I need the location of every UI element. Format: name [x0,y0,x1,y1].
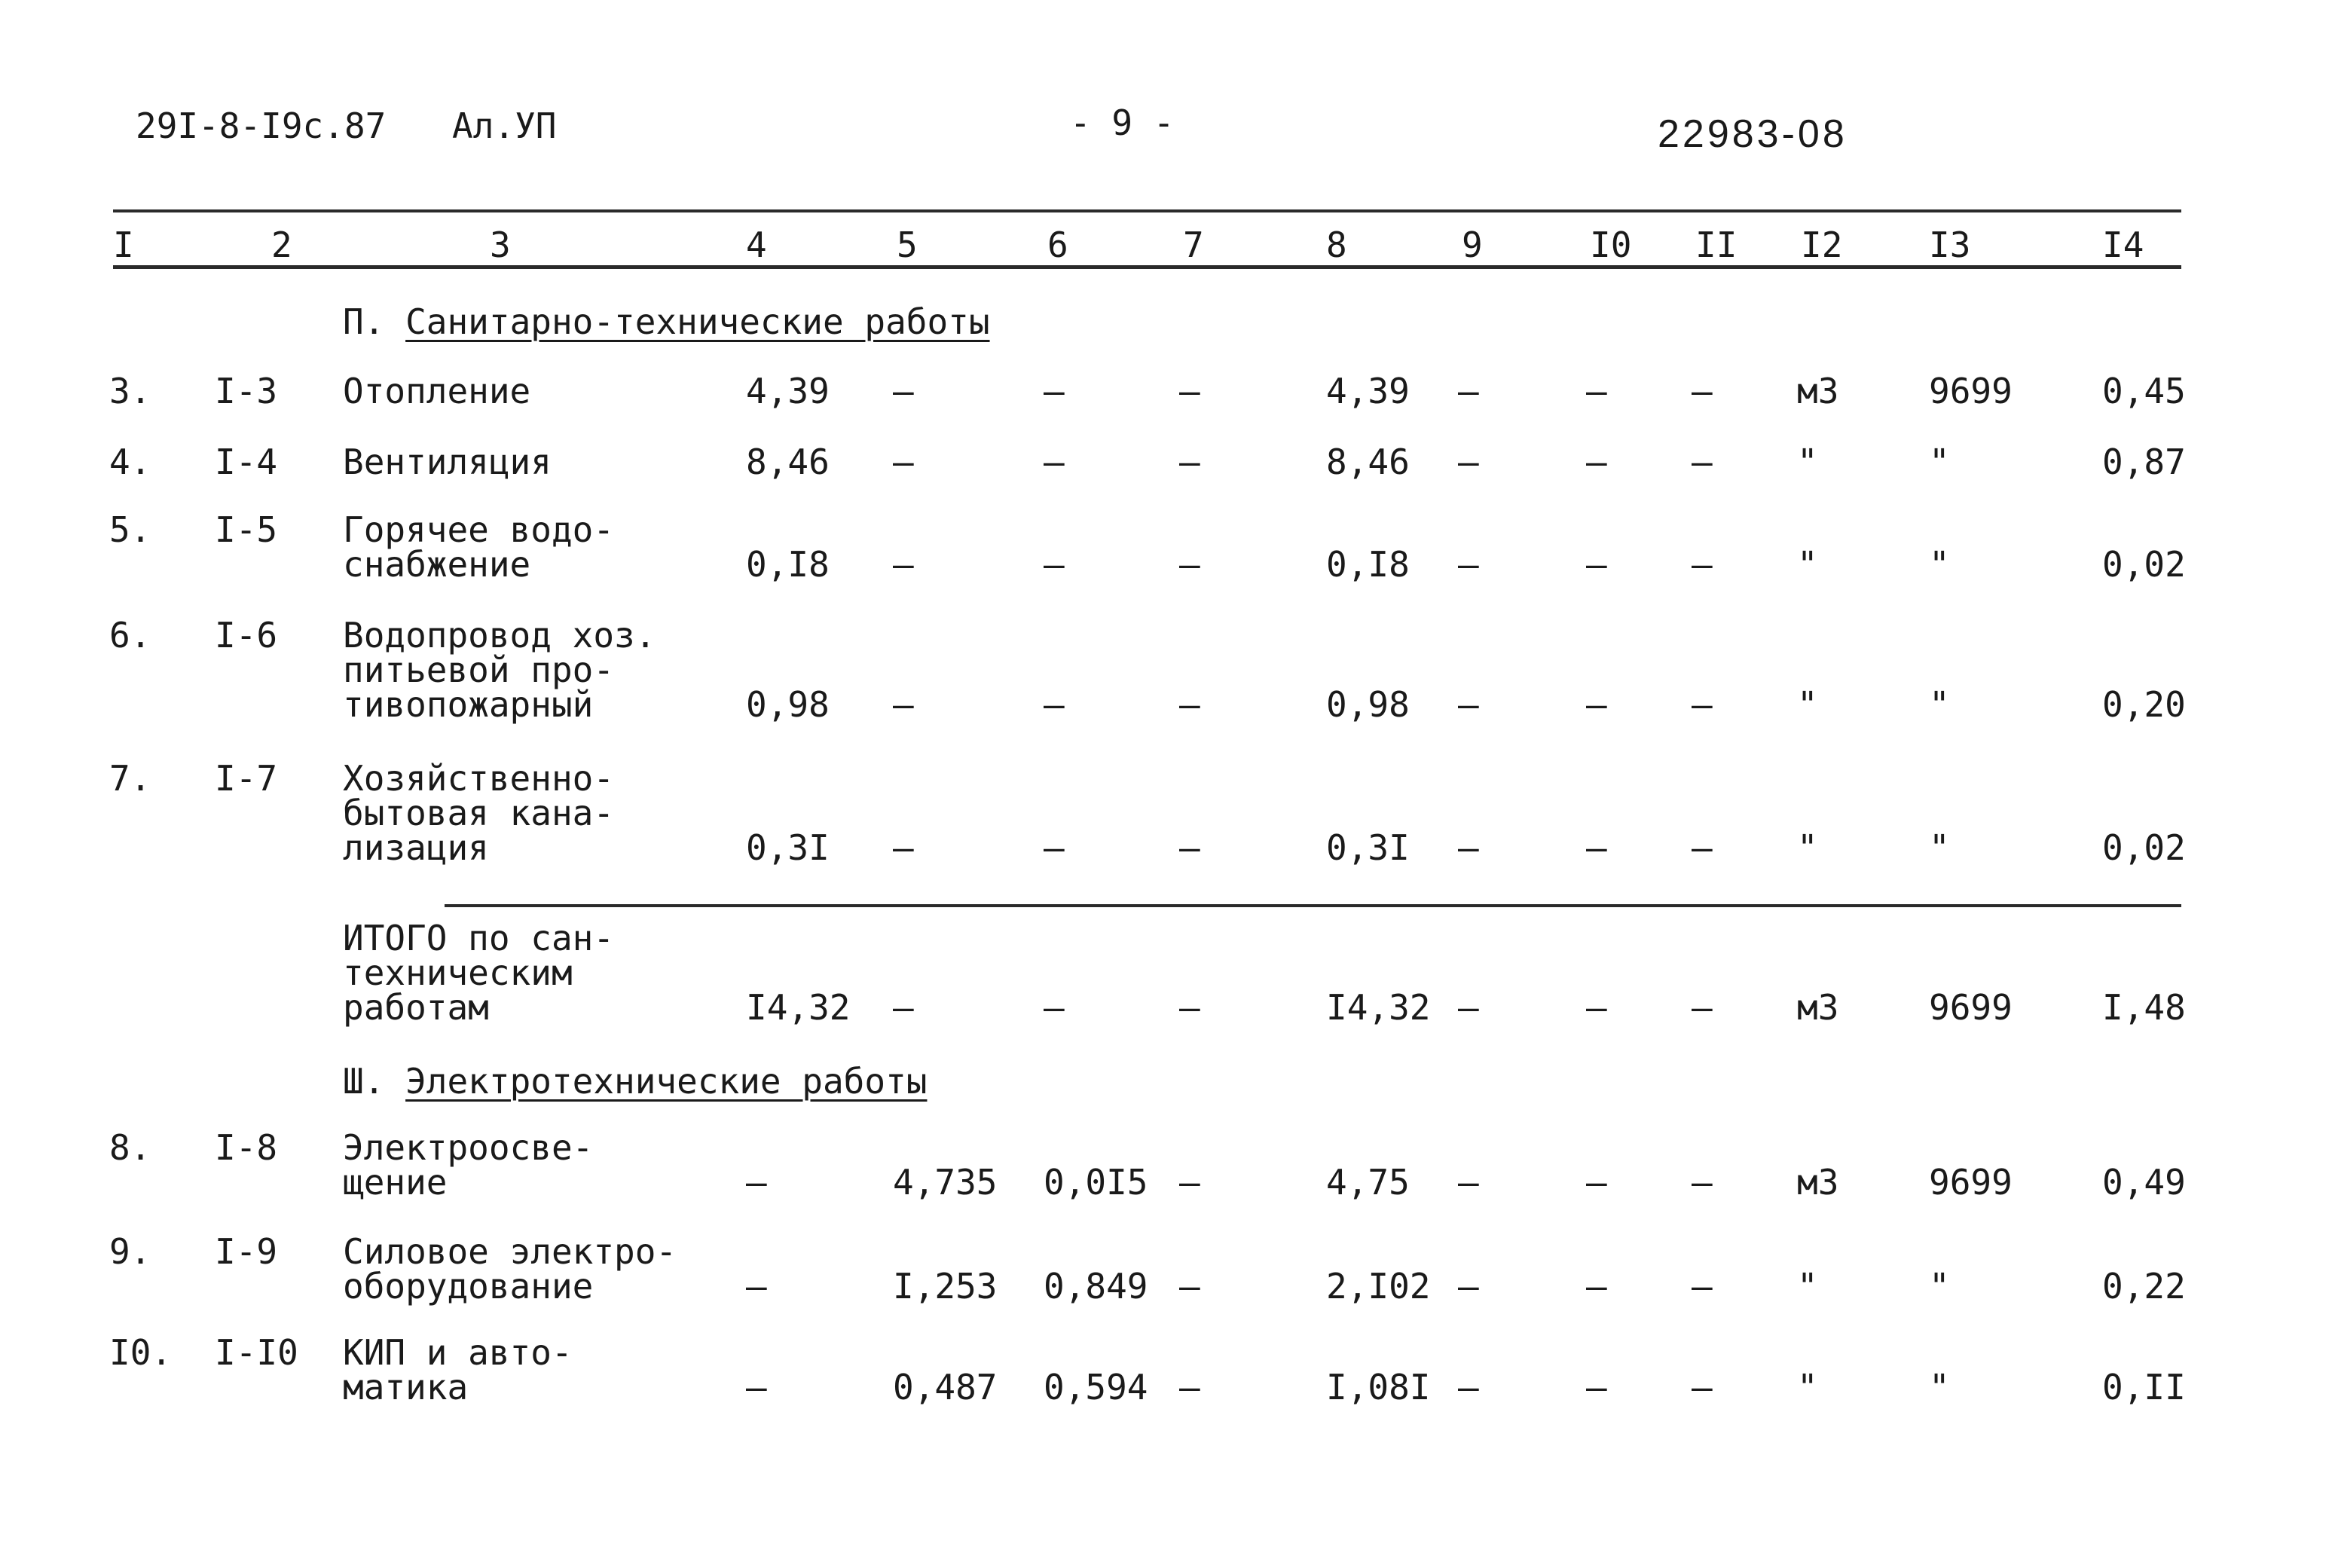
cell-col-7: – [1179,1367,1200,1408]
total-col-12: м3 [1797,987,1839,1028]
cell-col-11: – [1692,1162,1713,1203]
cell-col-13: " [1929,544,1950,585]
cell-col-9: – [1458,442,1479,482]
cell-col-9: – [1458,1266,1479,1307]
row-description: Вентиляция [343,442,552,482]
row-number: 8. [109,1127,151,1168]
column-number-10: I0 [1590,225,1632,265]
total-col-5: – [893,987,914,1028]
cell-col-4: 4,39 [746,371,830,411]
cell-col-5: 0,487 [893,1367,998,1408]
cell-col-10: – [1586,827,1607,868]
column-number-14: I4 [2102,225,2144,265]
cell-col-9: – [1458,827,1479,868]
cell-col-6: – [1044,442,1065,482]
cell-col-9: – [1458,371,1479,411]
column-number-8: 8 [1326,225,1347,265]
cell-col-6: – [1044,827,1065,868]
column-number-7: 7 [1183,225,1204,265]
row-description: Водопровод хоз. питьевой про- тивопожарный [343,615,656,725]
cell-col-8: 8,46 [1326,442,1410,482]
cell-col-6: – [1044,684,1065,725]
total-col-4: I4,32 [746,987,851,1028]
cell-col-11: – [1692,371,1713,411]
row-code: I-8 [215,1127,278,1168]
cell-col-10: – [1586,684,1607,725]
cell-col-12: " [1797,1266,1818,1307]
row-code: I-3 [215,371,278,411]
cell-col-11: – [1692,1367,1713,1408]
cell-col-12: " [1797,827,1818,868]
row-code: I-7 [215,758,278,799]
cell-col-4: 0,3I [746,827,830,868]
total-col-10: – [1586,987,1607,1028]
section-title-text: Санитарно-технические работы [405,301,990,342]
row-number: I0. [109,1332,173,1373]
cell-col-11: – [1692,684,1713,725]
cell-col-12: " [1797,1367,1818,1408]
cell-col-14: 0,02 [2102,544,2186,585]
cell-col-10: – [1586,371,1607,411]
section-number: Ш. [343,1061,385,1102]
cell-col-4: – [746,1266,767,1307]
cell-col-7: – [1179,1162,1200,1203]
cell-col-8: I,08I [1326,1367,1431,1408]
row-number: 7. [109,758,151,799]
cell-col-5: – [893,442,914,482]
cell-col-11: – [1692,544,1713,585]
cell-col-11: – [1692,442,1713,482]
row-code: I-5 [215,509,278,550]
cell-col-4: 0,98 [746,684,830,725]
row-description: Хозяйственно- бытовая кана- лизация [343,758,615,868]
total-col-9: – [1458,987,1479,1028]
column-header-rule [113,265,2181,269]
column-number-12: I2 [1801,225,1843,265]
cell-col-6: – [1044,371,1065,411]
cell-col-14: 0,02 [2102,827,2186,868]
column-number-13: I3 [1929,225,1971,265]
total-col-6: – [1044,987,1065,1028]
column-number-4: 4 [746,225,767,265]
handwritten-code: 22983-08 [1658,112,1848,156]
cell-col-12: м3 [1797,371,1839,411]
cell-col-13: " [1929,684,1950,725]
cell-col-12: " [1797,544,1818,585]
cell-col-13: 9699 [1929,1162,2013,1203]
row-number: 6. [109,615,151,656]
table-top-rule [113,209,2181,212]
cell-col-11: – [1692,827,1713,868]
cell-col-8: 0,I8 [1326,544,1410,585]
column-number-5: 5 [897,225,918,265]
cell-col-14: 0,II [2102,1367,2186,1408]
cell-col-10: – [1586,544,1607,585]
page-number: - 9 - [1070,102,1175,143]
cell-col-14: 0,45 [2102,371,2186,411]
cell-col-13: " [1929,1266,1950,1307]
row-code: I-9 [215,1231,278,1272]
row-description: Горячее водо- снабжение [343,509,615,585]
total-col-13: 9699 [1929,987,2013,1028]
row-description: Силовое электро- оборудование [343,1231,677,1307]
cell-col-13: " [1929,442,1950,482]
cell-col-8: 2,I02 [1326,1266,1431,1307]
cell-col-14: 0,22 [2102,1266,2186,1307]
cell-col-9: – [1458,1367,1479,1408]
column-number-9: 9 [1462,225,1483,265]
cell-col-10: – [1586,1162,1607,1203]
cell-col-10: – [1586,1266,1607,1307]
cell-col-12: " [1797,442,1818,482]
cell-col-5: – [893,684,914,725]
total-col-7: – [1179,987,1200,1028]
row-description: Отопление [343,371,531,411]
column-number-2: 2 [271,225,292,265]
cell-col-8: 0,3I [1326,827,1410,868]
cell-col-5: – [893,827,914,868]
cell-col-7: – [1179,684,1200,725]
cell-col-14: 0,87 [2102,442,2186,482]
cell-col-7: – [1179,371,1200,411]
row-number: 5. [109,509,151,550]
cell-col-11: – [1692,1266,1713,1307]
total-col-11: – [1692,987,1713,1028]
column-number-6: 6 [1047,225,1068,265]
cell-col-9: – [1458,1162,1479,1203]
cell-col-6: 0,594 [1044,1367,1148,1408]
row-description: КИП и авто- матика [343,1332,573,1408]
cell-col-4: – [746,1367,767,1408]
section-title-text: Электротехнические работы [405,1061,928,1102]
cell-col-7: – [1179,1266,1200,1307]
column-number-11: II [1695,225,1738,265]
cell-col-5: I,253 [893,1266,998,1307]
cell-col-4: – [746,1162,767,1203]
cell-col-8: 0,98 [1326,684,1410,725]
row-code: I-4 [215,442,278,482]
cell-col-12: м3 [1797,1162,1839,1203]
cell-col-7: – [1179,544,1200,585]
total-description: ИТОГО по сан- техническим работам [343,918,615,1028]
total-col-8: I4,32 [1326,987,1431,1028]
cell-col-12: " [1797,684,1818,725]
cell-col-8: 4,75 [1326,1162,1410,1203]
row-number: 3. [109,371,151,411]
cell-col-9: – [1458,544,1479,585]
cell-col-13: 9699 [1929,371,2013,411]
column-number-1: I [113,225,134,265]
section-title [343,301,990,342]
cell-col-7: – [1179,442,1200,482]
cell-col-6: 0,849 [1044,1266,1148,1307]
row-code: I-I0 [215,1332,298,1373]
subtotal-rule [445,904,2181,907]
cell-col-5: – [893,371,914,411]
cell-col-6: 0,0I5 [1044,1162,1148,1203]
section-number: П. [343,301,385,342]
cell-col-7: – [1179,827,1200,868]
column-number-3: 3 [490,225,511,265]
document-code: 29I-8-I9c.87 [136,105,387,146]
cell-col-4: 8,46 [746,442,830,482]
cell-col-8: 4,39 [1326,371,1410,411]
cell-col-14: 0,20 [2102,684,2186,725]
cell-col-10: – [1586,1367,1607,1408]
cell-col-13: " [1929,827,1950,868]
cell-col-5: – [893,544,914,585]
cell-col-10: – [1586,442,1607,482]
album-label: Ал.УП [452,105,557,146]
row-code: I-6 [215,615,278,656]
total-col-14: I,48 [2102,987,2186,1028]
cell-col-4: 0,I8 [746,544,830,585]
row-number: 9. [109,1231,151,1272]
section-title [343,1061,927,1102]
cell-col-13: " [1929,1367,1950,1408]
row-description: Электроосве- щение [343,1127,594,1203]
cell-col-14: 0,49 [2102,1162,2186,1203]
cell-col-5: 4,735 [893,1162,998,1203]
cell-col-9: – [1458,684,1479,725]
cell-col-6: – [1044,544,1065,585]
row-number: 4. [109,442,151,482]
